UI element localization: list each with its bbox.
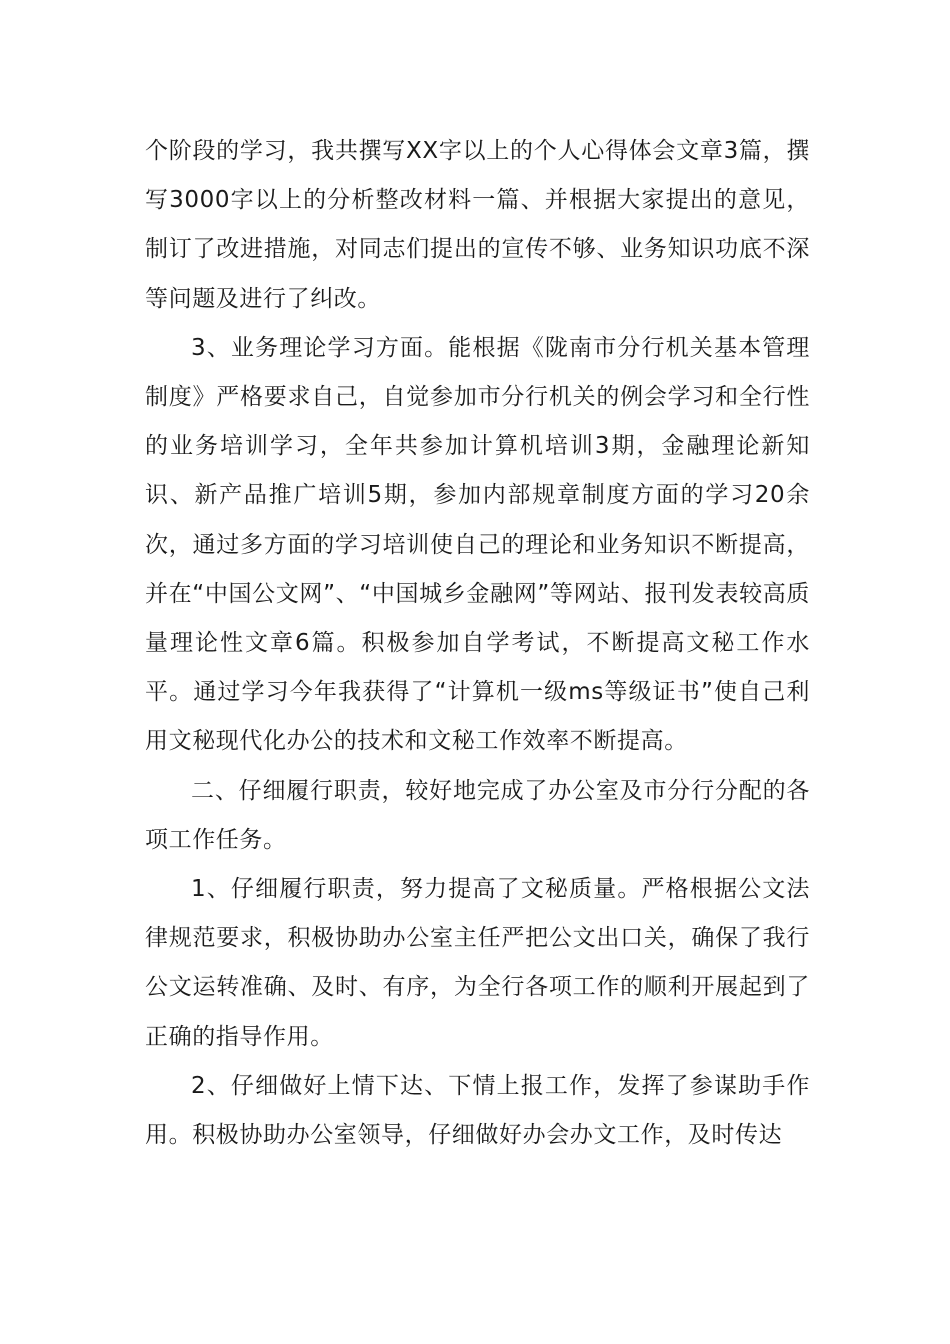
paragraph-business-theory-study: 3、业务理论学习方面。能根据《陇南市分行机关基本管理制度》严格要求自己，自觉参加市分行机关的例会学习和全行性的业务培训学习，全年共参加计算机培训3期，金融理论新知识、新产品推广培训5期，参加内部规章制度方面的学习20余次，通过多方面的学习培训使自己的理论和业务知识不断提高，并在“中国公文网”、“中国城乡金融网”等网站、报刊发表较高质量理论性文章6篇。积极参加自学考试，不断提高文秘工作水平。通过学习今年我获得了“计算机一级ms等级证书”使自己利用文秘现代化办公的技术和文秘工作效率不断提高。 [145,334,810,755]
paragraph-secretarial-quality: 1、仔细履行职责，努力提高了文秘质量。严格根据公文法律规范要求，积极协助办公室主任严把公文出口关，确保了我行公文运转准确、及时、有序，为全行各项工作的顺利开展起到了正确的指导作用。 [145,876,810,1050]
paragraph-study-summary: 个阶段的学习，我共撰写XX字以上的个人心得体会文章3篇，撰写3000字以上的分析整改材料一篇、并根据大家提出的意见，制订了改进措施，对同志们提出的宣传不够、业务知识功底不深等问题及进行了纠改。 [145,138,810,312]
paragraph-section-two-heading: 二、仔细履行职责，较好地完成了办公室及市分行分配的各项工作任务。 [145,777,810,853]
paragraph-reporting-work: 2、仔细做好上情下达、下情上报工作，发挥了参谋助手作用。积极协助办公室领导，仔细做好办会办文工作，及时传达 [145,1072,810,1149]
document-body [145,127,810,1160]
